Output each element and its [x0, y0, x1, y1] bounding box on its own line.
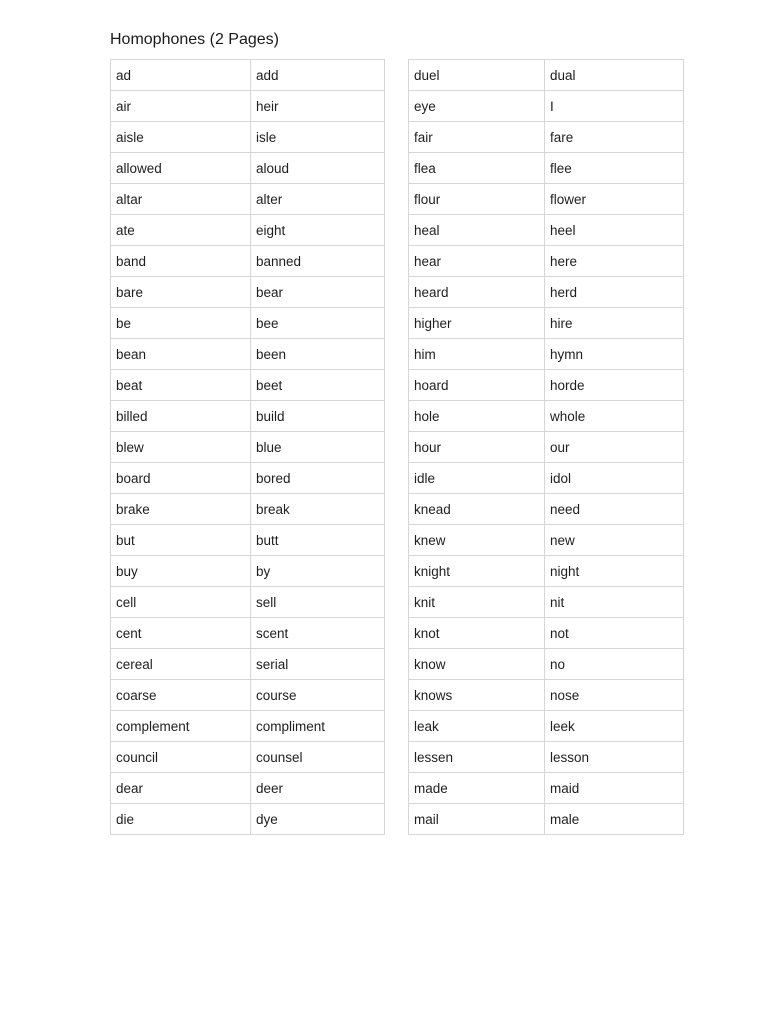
table-row [409, 370, 684, 401]
homophone-cell: deer [251, 773, 385, 804]
table-row [409, 773, 684, 804]
homophone-cell: serial [251, 649, 385, 680]
homophone-cell: alter [251, 184, 385, 215]
table-row [111, 649, 385, 680]
homophone-cell: our [545, 432, 684, 463]
homophone-cell: flower [545, 184, 684, 215]
homophone-cell: blue [251, 432, 385, 463]
homophone-cell: aloud [251, 153, 385, 184]
word-cell: aisle [111, 122, 251, 153]
table-row [409, 401, 684, 432]
table-row [111, 277, 385, 308]
homophone-cell: not [545, 618, 684, 649]
word-cell: flour [409, 184, 545, 215]
table-row [409, 122, 684, 153]
table-row [111, 680, 385, 711]
table-row [111, 91, 385, 122]
word-cell: coarse [111, 680, 251, 711]
word-cell: brake [111, 494, 251, 525]
homophones-table-left [110, 59, 385, 835]
table-row [409, 432, 684, 463]
table-row [111, 339, 385, 370]
table-row [111, 432, 385, 463]
homophone-cell: lesson [545, 742, 684, 773]
homophone-cell: course [251, 680, 385, 711]
word-cell: bare [111, 277, 251, 308]
table-row [111, 773, 385, 804]
homophone-cell: new [545, 525, 684, 556]
word-cell: die [111, 804, 251, 835]
table-row [111, 246, 385, 277]
homophone-cell: add [251, 60, 385, 91]
word-cell: knot [409, 618, 545, 649]
homophone-cell: been [251, 339, 385, 370]
homophone-cell: banned [251, 246, 385, 277]
table-row [409, 649, 684, 680]
table-row [111, 711, 385, 742]
homophone-cell: dual [545, 60, 684, 91]
table-row [111, 308, 385, 339]
word-cell: cell [111, 587, 251, 618]
word-cell: blew [111, 432, 251, 463]
homophone-cell: maid [545, 773, 684, 804]
table-row [111, 618, 385, 649]
word-cell: leak [409, 711, 545, 742]
homophone-cell: bored [251, 463, 385, 494]
homophone-cell: whole [545, 401, 684, 432]
homophone-cell: horde [545, 370, 684, 401]
word-cell: heal [409, 215, 545, 246]
word-cell: higher [409, 308, 545, 339]
table-row [409, 494, 684, 525]
word-cell: knit [409, 587, 545, 618]
word-cell: made [409, 773, 545, 804]
word-cell: altar [111, 184, 251, 215]
homophone-cell: hymn [545, 339, 684, 370]
word-cell: beat [111, 370, 251, 401]
table-row [409, 277, 684, 308]
table-row [409, 308, 684, 339]
table-row [111, 184, 385, 215]
word-cell: knead [409, 494, 545, 525]
homophone-cell: need [545, 494, 684, 525]
word-cell: band [111, 246, 251, 277]
word-cell: complement [111, 711, 251, 742]
word-cell: ad [111, 60, 251, 91]
table-row [111, 153, 385, 184]
homophone-cell: nit [545, 587, 684, 618]
table-row [409, 153, 684, 184]
word-cell: hour [409, 432, 545, 463]
word-cell: fair [409, 122, 545, 153]
homophone-cell: hire [545, 308, 684, 339]
page-title: Homophones (2 Pages) [110, 31, 279, 48]
homophone-cell: sell [251, 587, 385, 618]
word-cell: heard [409, 277, 545, 308]
word-cell: knight [409, 556, 545, 587]
table-row [111, 525, 385, 556]
word-cell: him [409, 339, 545, 370]
table-row [111, 556, 385, 587]
homophone-cell: night [545, 556, 684, 587]
table-row [409, 742, 684, 773]
word-cell: be [111, 308, 251, 339]
homophone-cell: male [545, 804, 684, 835]
table-row [409, 525, 684, 556]
table-row [111, 494, 385, 525]
table-row [409, 339, 684, 370]
word-cell: flea [409, 153, 545, 184]
word-cell: allowed [111, 153, 251, 184]
homophone-cell: compliment [251, 711, 385, 742]
table-row [111, 370, 385, 401]
homophone-cell: I [545, 91, 684, 122]
table-row [409, 804, 684, 835]
table-row [111, 587, 385, 618]
homophone-cell: nose [545, 680, 684, 711]
homophone-cell: here [545, 246, 684, 277]
table-row [409, 184, 684, 215]
word-cell: knows [409, 680, 545, 711]
homophone-cell: butt [251, 525, 385, 556]
table-row [409, 246, 684, 277]
table-row [409, 215, 684, 246]
homophone-cell: isle [251, 122, 385, 153]
table-row [111, 401, 385, 432]
table-row [409, 618, 684, 649]
table-row [111, 742, 385, 773]
homophone-cell: idol [545, 463, 684, 494]
word-cell: cent [111, 618, 251, 649]
word-cell: idle [409, 463, 545, 494]
homophone-cell: scent [251, 618, 385, 649]
table-row [409, 60, 684, 91]
table-row [409, 680, 684, 711]
word-cell: board [111, 463, 251, 494]
word-cell: hoard [409, 370, 545, 401]
homophone-cell: no [545, 649, 684, 680]
word-cell: hole [409, 401, 545, 432]
word-cell: council [111, 742, 251, 773]
word-cell: dear [111, 773, 251, 804]
homophone-cell: leek [545, 711, 684, 742]
word-cell: eye [409, 91, 545, 122]
word-cell: buy [111, 556, 251, 587]
homophone-cell: bear [251, 277, 385, 308]
table-row [409, 91, 684, 122]
homophone-cell: dye [251, 804, 385, 835]
homophone-cell: heel [545, 215, 684, 246]
word-cell: hear [409, 246, 545, 277]
word-cell: bean [111, 339, 251, 370]
word-cell: air [111, 91, 251, 122]
homophone-cell: build [251, 401, 385, 432]
word-cell: lessen [409, 742, 545, 773]
word-cell: cereal [111, 649, 251, 680]
table-row [409, 463, 684, 494]
table-row [111, 60, 385, 91]
homophone-cell: counsel [251, 742, 385, 773]
homophone-cell: by [251, 556, 385, 587]
homophone-cell: eight [251, 215, 385, 246]
table-row [111, 122, 385, 153]
homophone-cell: fare [545, 122, 684, 153]
word-cell: mail [409, 804, 545, 835]
word-cell: billed [111, 401, 251, 432]
word-cell: but [111, 525, 251, 556]
word-cell: ate [111, 215, 251, 246]
table-row [111, 804, 385, 835]
homophone-cell: break [251, 494, 385, 525]
table-row [111, 215, 385, 246]
homophones-table-right [408, 59, 684, 835]
homophone-cell: heir [251, 91, 385, 122]
table-row [409, 556, 684, 587]
homophone-cell: bee [251, 308, 385, 339]
word-cell: know [409, 649, 545, 680]
homophone-cell: beet [251, 370, 385, 401]
homophone-cell: herd [545, 277, 684, 308]
table-row [409, 587, 684, 618]
word-cell: knew [409, 525, 545, 556]
table-row [111, 463, 385, 494]
word-cell: duel [409, 60, 545, 91]
homophone-cell: flee [545, 153, 684, 184]
table-row [409, 711, 684, 742]
